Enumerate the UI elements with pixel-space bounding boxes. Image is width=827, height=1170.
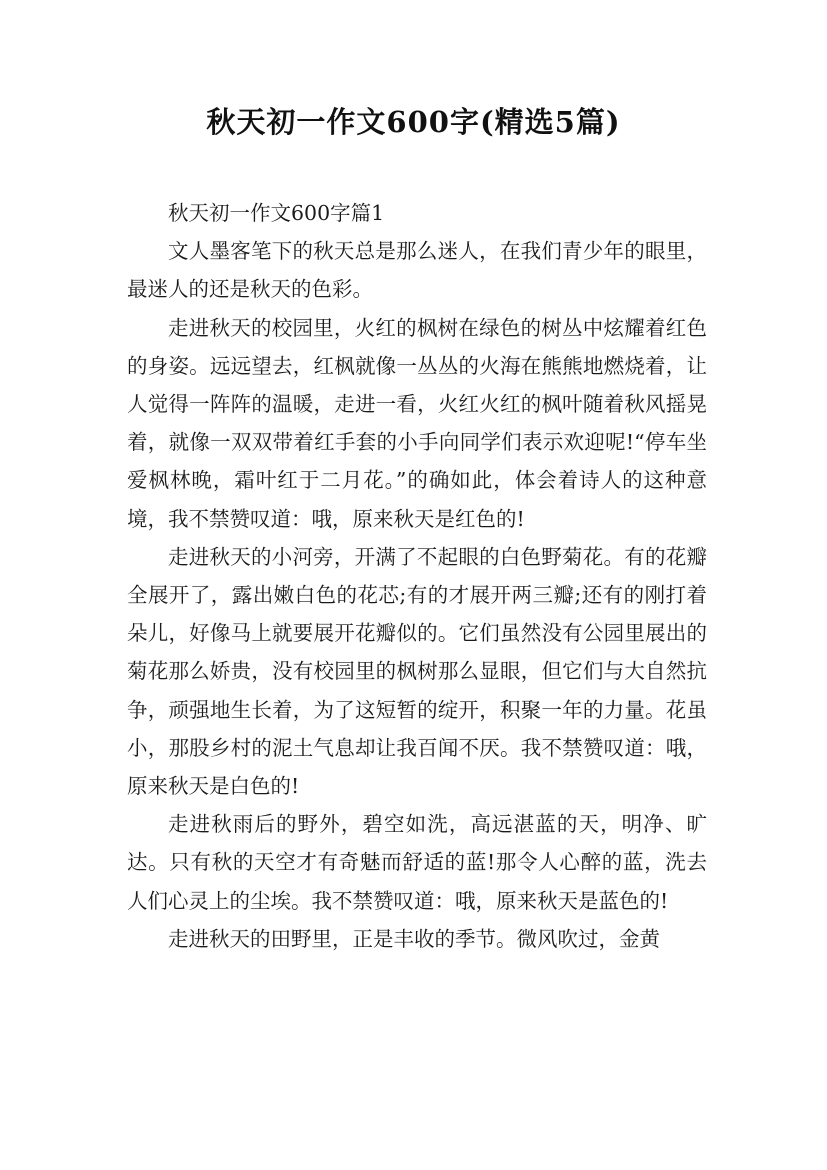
paragraph-2: 走进秋天的校园里，火红的枫树在绿色的树丛中炫耀着红色的身姿。远远望去，红枫就像一丛丛的火海在熊熊地燃烧着，让人觉得一阵阵的温暖，走进一看，火红火红的枫叶随着秋风摇晃着，就像一双双带着红手套的小手向同学们表示欢迎呢!“停车坐爱枫林晚，霜叶红于二月花。”的确如此，体会着诗人的这种意境，我不禁赞叹道：哦，原来秋天是红色的!: [127, 315, 707, 531]
paragraph-3: 走进秋天的小河旁，开满了不起眼的白色野菊花。有的花瓣全展开了，露出嫩白色的花芯;有的才展开两三瓣;还有的刚打着朵儿，好像马上就要展开花瓣似的。它们虽然没有公园里展出的菊花那么娇贵，没有校园里的枫树那么显眼，但它们与大自然抗争，顽强地生长着，为了这短暂的绽开，积聚一年的力量。花虽小，那股乡村的泥土气息却让我百闻不厌。我不禁赞叹道：哦，原来秋天是白色的!: [127, 544, 707, 799]
paragraph-1: 文人墨客笔下的秋天总是那么迷人，在我们青少年的眼里，最迷人的还是秋天的色彩。: [127, 239, 707, 302]
section-heading: 秋天初一作文600字篇1: [168, 201, 385, 225]
paragraph-5: 走进秋天的田野里，正是丰收的季节。微风吹过，金黄: [168, 926, 660, 951]
paragraph-4: 走进秋雨后的野外，碧空如洗，高远湛蓝的天，明净、旷达。只有秋的天空才有奇魅而舒适的蓝!那令人心醉的蓝，洗去人们心灵上的尘埃。我不禁赞叹道：哦，原来秋天是蓝色的!: [127, 812, 707, 913]
document-body: [127, 194, 707, 958]
document-title: 秋天初一作文600字(精选5篇): [206, 105, 621, 139]
